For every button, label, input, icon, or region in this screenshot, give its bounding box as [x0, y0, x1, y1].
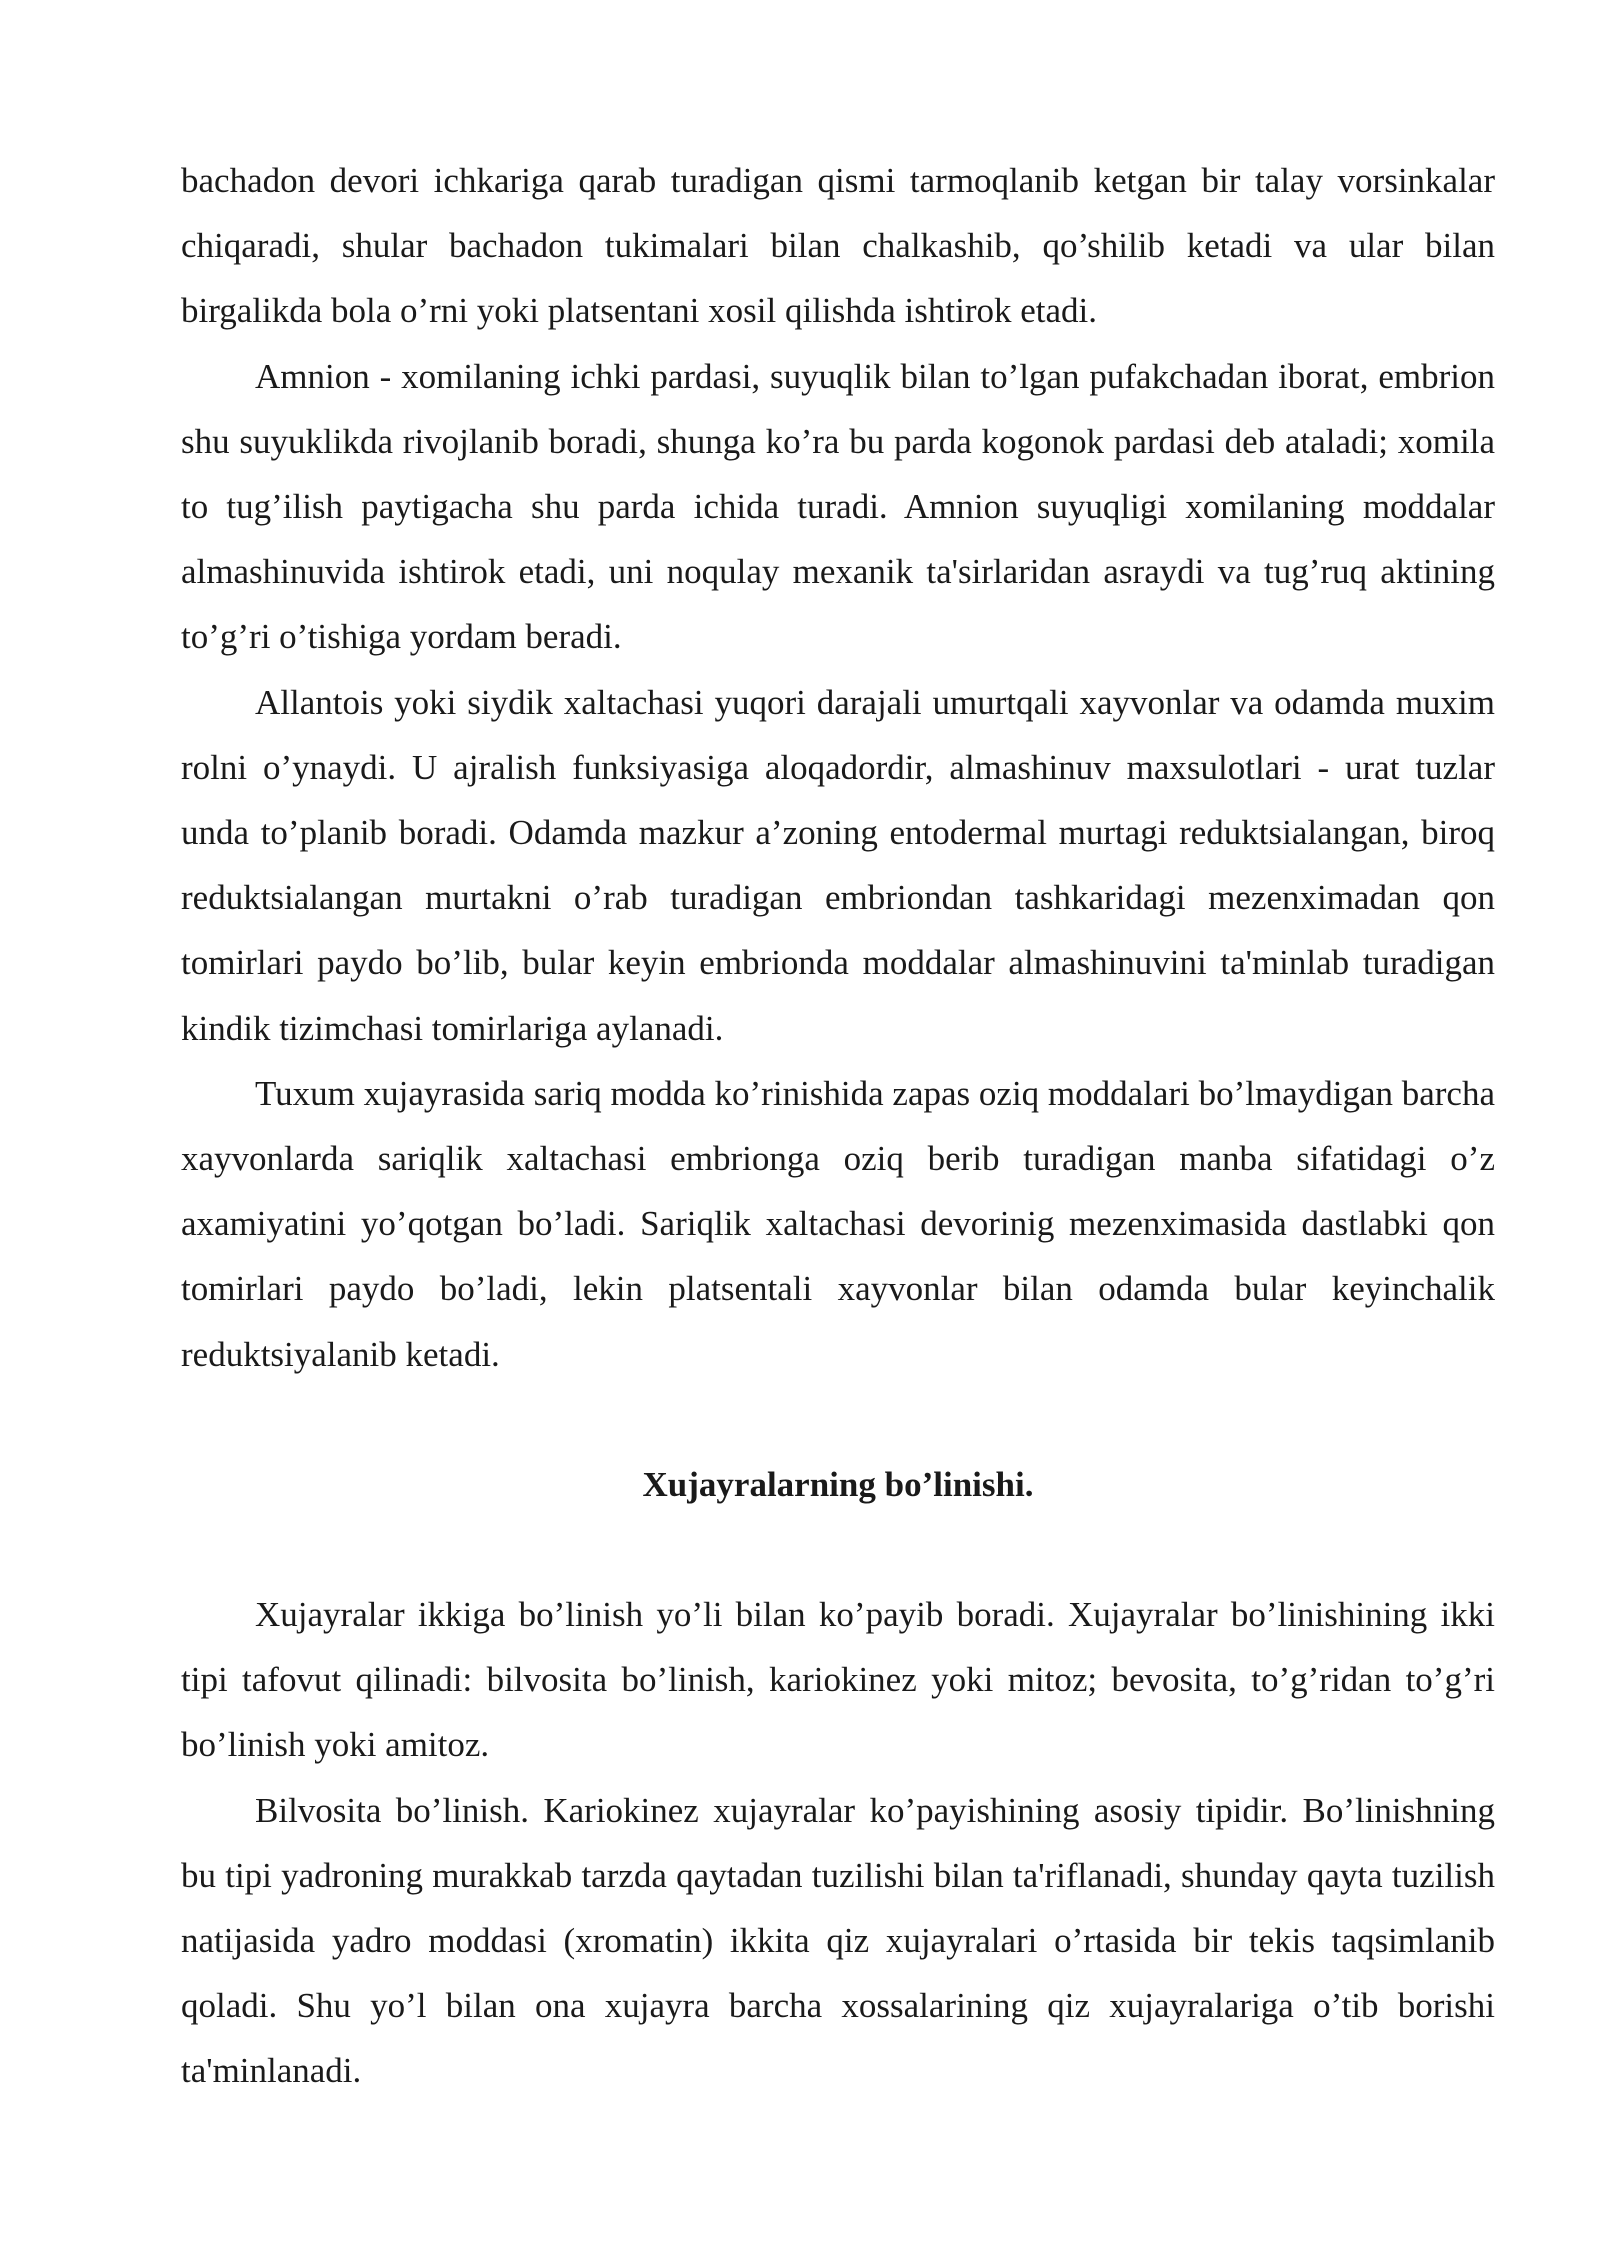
- document-page: [181, 148, 1495, 2104]
- paragraph-continuation: bachadon devori ichkariga qarab turadigan qismi tarmoqlanib ketgan bir talay vorsinkalar chiqaradi, shular bachadon tukimalari bilan chalkashib, qo’shilib ketadi va ular bilan birgalikda bola o’rni yoki platsentani xosil qilishda ishtirok etadi.: [181, 161, 1495, 331]
- paragraph-amnion: Amnion - xomilaning ichki pardasi, suyuqlik bilan to’lgan pufakchadan iborat, embrion shu suyuklikda rivojlanib boradi, shunga ko’ra bu parda kogonok pardasi deb ataladi; xomila to tug’ilish paytigacha shu parda ichida turadi. Amnion suyuqligi xomilaning moddalar almashinuvida ishtirok etadi, uni noqulay mexanik ta'sirlaridan asraydi va tug’ruq aktining to’g’ri o’tishiga yordam beradi.: [181, 356, 1495, 657]
- paragraph-cell-division: Xujayralar ikkiga bo’linish yo’li bilan ko’payib boradi. Xujayralar bo’linishining ikki tipi tafovut qilinadi: bilvosita bo’linish, kariokinez yoki mitoz; bevosita, to’g’ridan to’g’ri bo’linish yoki amitoz.: [181, 1595, 1495, 1765]
- section-heading: Xujayralarning bo’linishi.: [642, 1464, 1034, 1504]
- paragraph-allantois: Allantois yoki siydik xaltachasi yuqori darajali umurtqali xayvonlar va odamda muxim rolni o’ynaydi. U ajralish funksiyasiga aloqadordir, almashinuv maxsulotlari - urat tuzlar unda to’planib boradi. Odamda mazkur a’zoning entodermal murtagi reduktsialangan, biroq reduktsialangan murtakni o’rab turadigan embriondan tashkaridagi mezenximadan qon tomirlari paydo bo’lib, bular keyin embrionda moddalar almashinuvini ta'minlab turadigan kindik tizimchasi tomirlariga aylanadi.: [181, 682, 1495, 1048]
- paragraph-indirect-division: Bilvosita bo’linish. Kariokinez xujayralar ko’payishining asosiy tipidir. Bo’linishning bu tipi yadroning murakkab tarzda qaytadan tuzilishi bilan ta'riflanadi, shunday qayta tuzilish natijasida yadro moddasi (xromatin) ikkita qiz xujayralari o’rtasida bir tekis taqsimlanib qoladi. Shu yo’l bilan ona xujayra barcha xossalarining qiz xujayralariga o’tib borishi ta'minlanadi.: [181, 1790, 1495, 2091]
- paragraph-yolk-sac: Tuxum xujayrasida sariq modda ko’rinishida zapas oziq moddalari bo’lmaydigan barcha xayvonlarda sariqlik xaltachasi embrionga oziq berib turadigan manba sifatidagi o’z axamiyatini yo’qotgan bo’ladi. Sariqlik xaltachasi devorinig mezenximasida dastlabki qon tomirlari paydo bo’ladi, lekin platsentali xayvonlar bilan odamda bular keyinchalik reduktsiyalanib ketadi.: [181, 1073, 1495, 1374]
